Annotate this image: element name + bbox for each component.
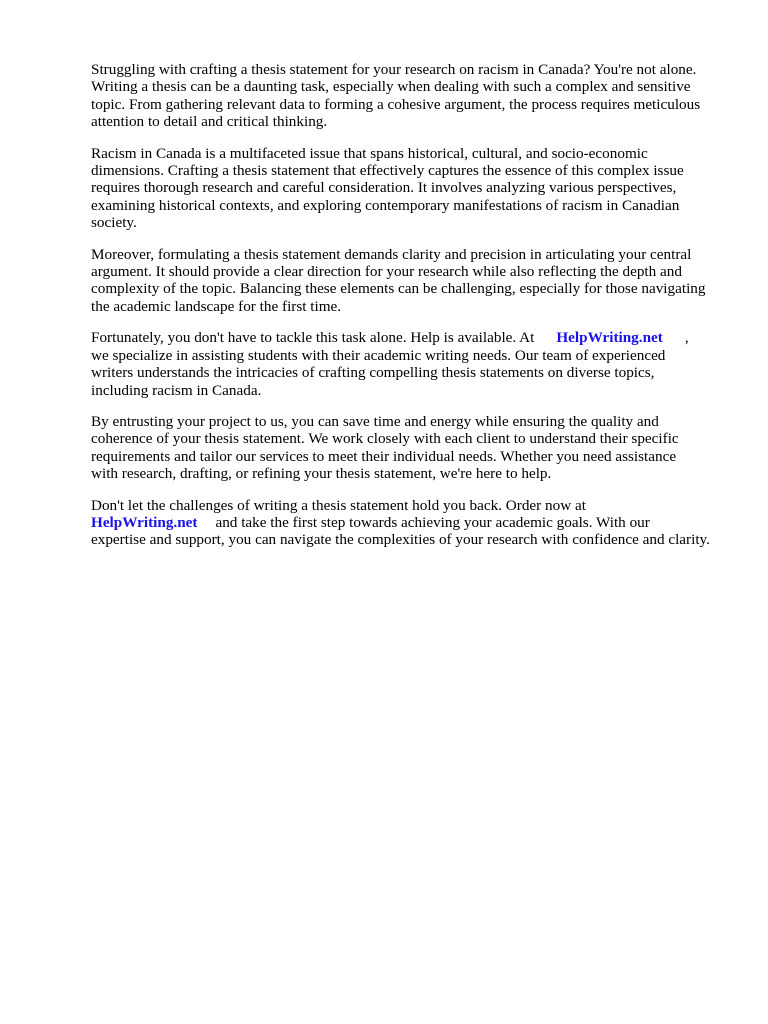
paragraph-order-now-rest: expertise and support, you can navigate the complexities of your research with confidence and clarity. — [91, 531, 710, 549]
helpwriting-link[interactable]: HelpWriting.net — [556, 329, 663, 347]
paragraph-help-available — [91, 329, 731, 399]
paragraph-order-now-tail: and take the first step towards achieving your academic goals. With our — [215, 513, 650, 531]
paragraph-help-available-comma: , — [684, 329, 689, 347]
helpwriting-order-link[interactable]: HelpWriting.net — [91, 513, 198, 531]
paragraph-racism-canada: Racism in Canada is a multifaceted issue that spans historical, cultural, and socio-economic dimensions. Crafting a thesis statement that effectively captures the essence of this complex issue requires thorough research and careful consideration. It involves analyzing various perspectives, examining historical contexts, and exploring contemporary manifestations of racism in Canadian society. — [91, 144, 684, 232]
paragraph-order-now-lead: Don't let the challenges of writing a thesis statement hold you back. Order now at — [91, 496, 586, 514]
paragraph-order-now — [91, 497, 731, 549]
document-body — [91, 61, 731, 563]
paragraph-help-available-lead: Fortunately, you don't have to tackle this task alone. Help is available. At — [91, 329, 535, 347]
paragraph-help-available-rest: we specialize in assisting students with their academic writing needs. Our team of experienced writers understands the intricacies of crafting compelling thesis statements on diverse topics, including racism in Canada. — [91, 346, 666, 399]
paragraph-entrusting: By entrusting your project to us, you can save time and energy while ensuring the quality and coherence of your thesis statement. We work closely with each client to understand their specific requirements and tailor our services to meet their individual needs. Whether you need assistance with research, drafting, or refining your thesis statement, we're here to help. — [91, 412, 679, 483]
paragraph-intro: Struggling with crafting a thesis statement for your research on racism in Canada? You're not alone. Writing a thesis can be a daunting task, especially when dealing with such a complex and sensitive topic. From gathering relevant data to forming a cohesive argument, the process requires meticulous attention to detail and critical thinking. — [91, 61, 701, 131]
paragraph-formulating: Moreover, formulating a thesis statement demands clarity and precision in articulating your central argument. It should provide a clear direction for your research while also reflecting the depth and complexity of the topic. Balancing these elements can be challenging, especially for those navigating the academic landscape for the first time. — [91, 245, 706, 315]
